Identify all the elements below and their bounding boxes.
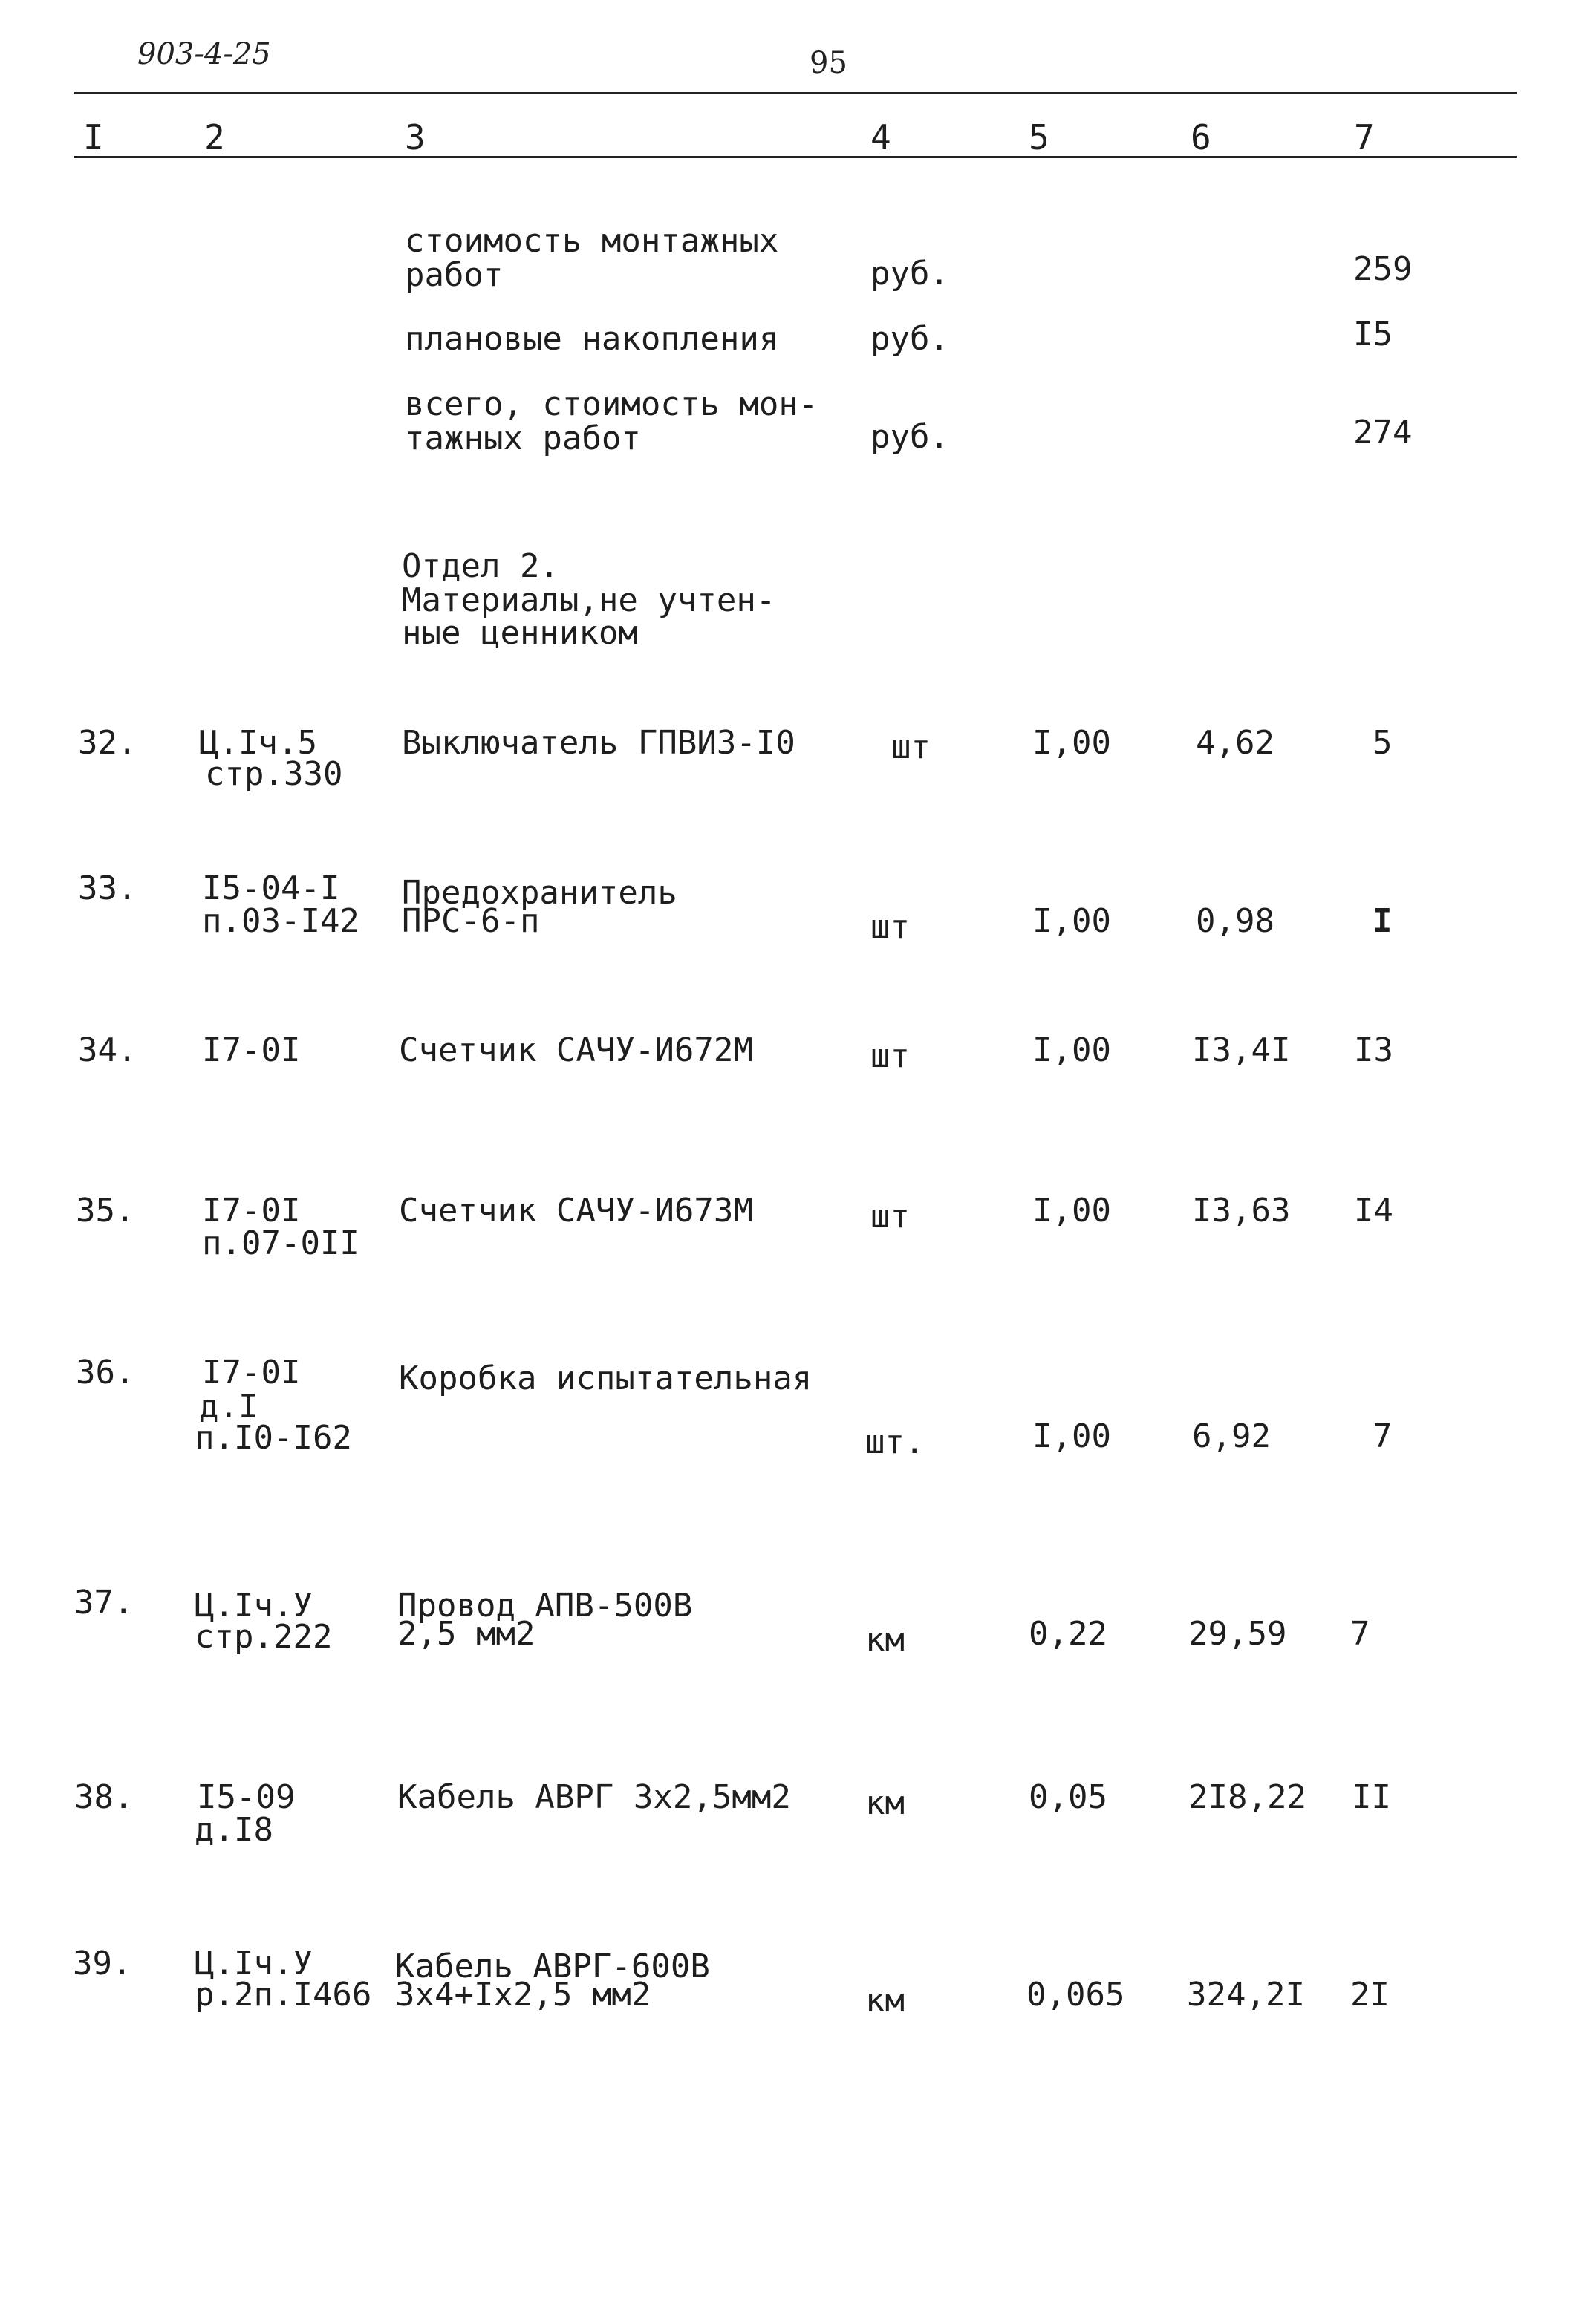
row-unit: км bbox=[865, 1621, 905, 1659]
row-price: I3,63 bbox=[1192, 1192, 1291, 1230]
row-reference: I7-0I bbox=[202, 1354, 301, 1391]
row-price: I3,4I bbox=[1192, 1031, 1291, 1069]
row-total: 2I bbox=[1350, 1976, 1390, 2014]
row-reference: п.07-0II bbox=[202, 1224, 359, 1262]
column-header-1: I bbox=[83, 117, 104, 157]
header-bottom-rule bbox=[74, 156, 1517, 158]
column-header-3: 3 bbox=[405, 117, 426, 157]
row-reference: п.03-I42 bbox=[202, 902, 359, 940]
column-header-4: 4 bbox=[870, 117, 891, 157]
row-number: 36. bbox=[76, 1354, 135, 1391]
row-total: I bbox=[1373, 902, 1393, 940]
row-total: 7 bbox=[1373, 1417, 1393, 1455]
column-header-5: 5 bbox=[1029, 117, 1049, 157]
row-unit: км bbox=[865, 1784, 905, 1822]
row-price: 324,2I bbox=[1187, 1976, 1305, 2014]
section-title: Отдел 2. bbox=[402, 547, 559, 585]
row-quantity: 0,05 bbox=[1029, 1778, 1107, 1816]
row-name: Коробка испытательная bbox=[399, 1360, 813, 1397]
row-unit: шт. bbox=[865, 1423, 925, 1461]
row-reference: стр.330 bbox=[205, 755, 343, 793]
row-name: 3х4+Iх2,5 мм2 bbox=[395, 1976, 651, 2014]
row-quantity: I,00 bbox=[1032, 1031, 1111, 1069]
row-reference: Ц.Iч.5 bbox=[199, 724, 317, 762]
row-reference: I7-0I bbox=[202, 1192, 301, 1230]
row-number: 33. bbox=[78, 869, 137, 907]
document-code: 903-4-25 bbox=[137, 37, 271, 71]
row-name: Кабель АВРГ 3х2,5мм2 bbox=[397, 1778, 791, 1816]
row-unit: шт bbox=[870, 1037, 910, 1075]
row-quantity: I,00 bbox=[1032, 1417, 1111, 1455]
row-price: 2I8,22 bbox=[1188, 1778, 1306, 1816]
summary-item-total: 274 bbox=[1353, 414, 1413, 451]
row-name: Счетчик САЧУ-И672М bbox=[399, 1031, 753, 1069]
row-quantity: I,00 bbox=[1032, 724, 1111, 762]
row-price: 0,98 bbox=[1196, 902, 1274, 940]
summary-item-name: стоимость монтажных bbox=[405, 222, 779, 260]
row-number: 37. bbox=[74, 1584, 134, 1622]
row-price: 29,59 bbox=[1188, 1615, 1287, 1653]
row-total: 7 bbox=[1350, 1615, 1370, 1653]
header-top-rule bbox=[74, 92, 1517, 94]
column-header-7: 7 bbox=[1354, 117, 1375, 157]
row-total: I3 bbox=[1354, 1031, 1393, 1069]
summary-item-unit: руб. bbox=[870, 418, 949, 456]
row-quantity: I,00 bbox=[1032, 902, 1111, 940]
row-reference: п.I0-I62 bbox=[195, 1419, 352, 1457]
row-reference: р.2п.I466 bbox=[195, 1976, 372, 2014]
row-reference: д.I bbox=[199, 1388, 258, 1426]
row-total: II bbox=[1352, 1778, 1391, 1816]
row-number: 38. bbox=[74, 1778, 134, 1816]
summary-item-unit: руб. bbox=[870, 320, 949, 358]
section-title: Материалы,не учтен- bbox=[402, 581, 776, 619]
row-unit: км bbox=[865, 1982, 905, 2020]
summary-item-total: I5 bbox=[1353, 316, 1393, 353]
summary-item-name: плановые накопления bbox=[405, 320, 779, 358]
summary-item-name: работ bbox=[405, 256, 504, 294]
summary-item-name: тажных работ bbox=[405, 420, 641, 457]
row-name: Выключатель ГПВИЗ-I0 bbox=[402, 724, 795, 762]
row-unit: шт bbox=[870, 1198, 910, 1236]
row-total: 5 bbox=[1373, 724, 1393, 762]
row-price: 6,92 bbox=[1192, 1417, 1271, 1455]
row-name: ПРС-6-п bbox=[402, 902, 540, 940]
summary-item-name: всего, стоимость мон- bbox=[405, 385, 818, 423]
row-number: 34. bbox=[78, 1031, 137, 1069]
page-number: 95 bbox=[810, 46, 847, 80]
row-reference: Ц.Iч.У bbox=[195, 1587, 313, 1625]
summary-item-unit: руб. bbox=[870, 255, 949, 293]
row-price: 4,62 bbox=[1196, 724, 1274, 762]
row-quantity: I,00 bbox=[1032, 1192, 1111, 1230]
column-header-6: 6 bbox=[1191, 117, 1211, 157]
row-reference: I5-04-I bbox=[202, 869, 340, 907]
row-unit: шт bbox=[870, 908, 910, 946]
row-reference: Ц.Iч.У bbox=[195, 1945, 313, 1982]
row-reference: д.I8 bbox=[195, 1811, 273, 1849]
row-name: Провод АПВ-500В bbox=[397, 1587, 693, 1625]
section-title: ные ценником bbox=[402, 614, 638, 652]
row-number: 35. bbox=[76, 1192, 135, 1230]
row-name: Счетчик САЧУ-И673М bbox=[399, 1192, 753, 1230]
summary-item-total: 259 bbox=[1353, 250, 1413, 288]
row-reference: I7-0I bbox=[202, 1031, 301, 1069]
row-reference: I5-09 bbox=[197, 1778, 296, 1816]
row-name: Кабель АВРГ-600В bbox=[395, 1948, 710, 1985]
row-number: 32. bbox=[78, 724, 137, 762]
column-header-2: 2 bbox=[204, 117, 225, 157]
row-quantity: 0,22 bbox=[1029, 1615, 1107, 1653]
row-unit: шт bbox=[891, 728, 931, 766]
row-total: I4 bbox=[1354, 1192, 1393, 1230]
row-name: 2,5 мм2 bbox=[397, 1615, 535, 1653]
row-reference: стр.222 bbox=[195, 1618, 333, 1656]
row-number: 39. bbox=[73, 1945, 132, 1982]
row-quantity: 0,065 bbox=[1026, 1976, 1125, 2014]
row-name: Предохранитель bbox=[402, 874, 677, 912]
